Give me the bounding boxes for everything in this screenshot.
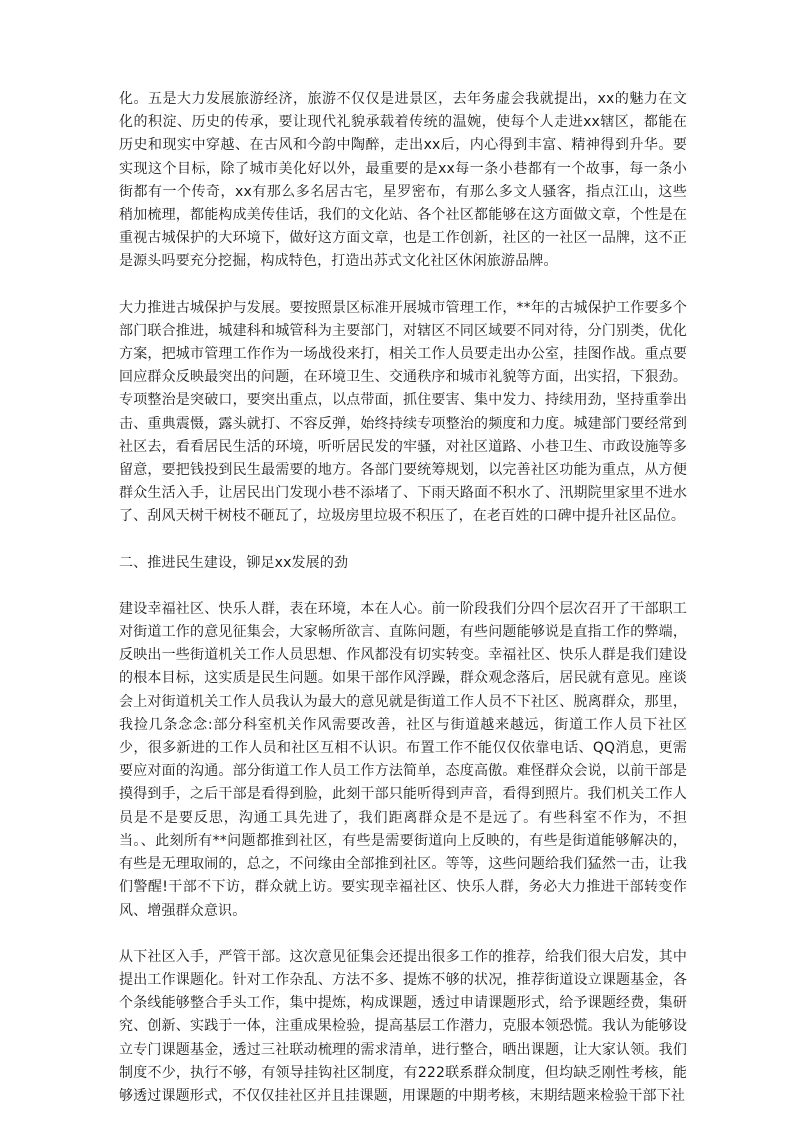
document-page <box>119 88 687 1131</box>
section-heading: 二、推进民生建设，铆足xx发展的劲 <box>119 554 349 571</box>
paragraph-happy-community: 建设幸福社区、快乐人群，表在环境，本在人心。前一阶段我们分四个层次召开了干部职工对街道工作的意见征集会，大家畅所欲言、直陈问题，有些问题能够说是直指工作的弊端，反映出一些街道机关工作人员思想、作风都没有切实转变。幸福社区、快乐人群是我们建设的根本目标，这实质是民生问题。如果干部作风浮躁，群众观念落后，居民就有意见。座谈会上对街道机关工作人员我认为最大的意见就是街道工作人员不下社区、脱离群众，那里，我捡几条念念:部分科室机关作风需要改善，社区与街道越来越远，街道工作人员下社区少，很多新进的工作人员和社区互相不认识。布置工作不能仅仅依靠电话、QQ消息，更需要应对面的沟通。部分街道工作人员工作方法简单，态度高傲。难怪群众会说，以前干部是摸得到手，之后干部是看得到脸，此刻干部只能听得到声音，看得到照片。我们机关工作人员是不是要反思，沟通工具先进了，我们距离群众是不是远了。有些科室不作为，不担当。、此刻所有**问题都推到社区，有些是需要街道向上反映的，有些是街道能够解决的，有些是无理取闹的，总之，不问缘由全部推到社区。等等，这些问题给我们猛然一击，让我们警醒!干部不下访，群众就上访。要实现幸福社区、快乐人群，务必大力推进干部转变作风、增强群众意识。 <box>119 600 687 919</box>
paragraph-manage-cadres: 从下社区入手，严管干部。这次意见征集会还提出很多工作的推荐，给我们很大启发，其中提出工作课题化。针对工作杂乱、方法不多、提炼不够的状况，推荐街道设立课题基金，各个条线能够整合手头工作，集中提炼，构成课题，透过申请课题形式，给予课题经费，集研究、创新、实践于一体，注重成果检验，提高基层工作潜力，克服本领恐慌。我认为能够设立专门课题基金，透过三社联动梳理的需求清单，进行整合，晒出课题，让大家认领。我们制度不少，执行不够，有领导挂钩社区制度，有222联系群众制度，但均缺乏刚性考核，能够透过课题形式，不仅仅挂社区并且挂课题，用课题的中期考核，末期结题来检验干部下社 <box>119 948 687 1104</box>
paragraph-old-city-protection: 大力推进古城保护与发展。要按照景区标准开展城市管理工作，**年的古城保护工作要多个部门联合推进，城建科和城管科为主要部门，对辖区不同区域要不同对待，分门别类，优化方案，把城市管理工作作为一场战役来打，相关工作人员要走出办公室，挂图作战。重点要回应群众反映最突出的问题，在环境卫生、交通秩序和城市礼貌等方面，出实招，下狠劲。专项整治是突破口，要突出重点，以点带面，抓住要害、集中发力、持续用劲，坚持重拳出击、重典震慑，露头就打、不容反弹，始终持续专项整治的频度和力度。城建部门要经常到社区去，看看居民生活的环境，听听居民发的牢骚，对社区道路、小巷卫生、市政设施等多留意，要把钱投到民生最需要的地方。各部门要统筹规划，以完善社区功能为重点，从方便群众生活入手，让居民出门发现小巷不添堵了、下雨天路面不积水了、汛期院里家里不进水了、刮风天树干树枝不砸瓦了，垃圾房里垃圾不积压了，在老百姓的口碑中提升社区品位。 <box>119 299 687 525</box>
paragraph-tourism: 化。五是大力发展旅游经济，旅游不仅仅是进景区，去年务虚会我就提出，xx的魅力在文化的积淀、历史的传承，要让现代礼貌承载着传统的温婉，使每个人走进xx辖区，都能在历史和现实中穿越、在古风和今韵中陶醉，走出xx后，内心得到丰富、精神得到升华。要实现这个目标，除了城市美化好以外，最重要的是xx每一条小巷都有一个故事，每一条小街都有一个传奇，xx有那么多名居古宅，星罗密布，有那么多文人骚客，指点江山，这些稍加梳理，都能构成美传佳话，我们的文化站、各个社区都能够在这方面做文章，个性是在重视古城保护的大环境下，做好这方面文章，也是工作创新，社区的一社区一品牌，这不正是源头吗要充分挖掘，构成特色，打造出苏式文化社区休闲旅游品牌。 <box>119 91 687 270</box>
